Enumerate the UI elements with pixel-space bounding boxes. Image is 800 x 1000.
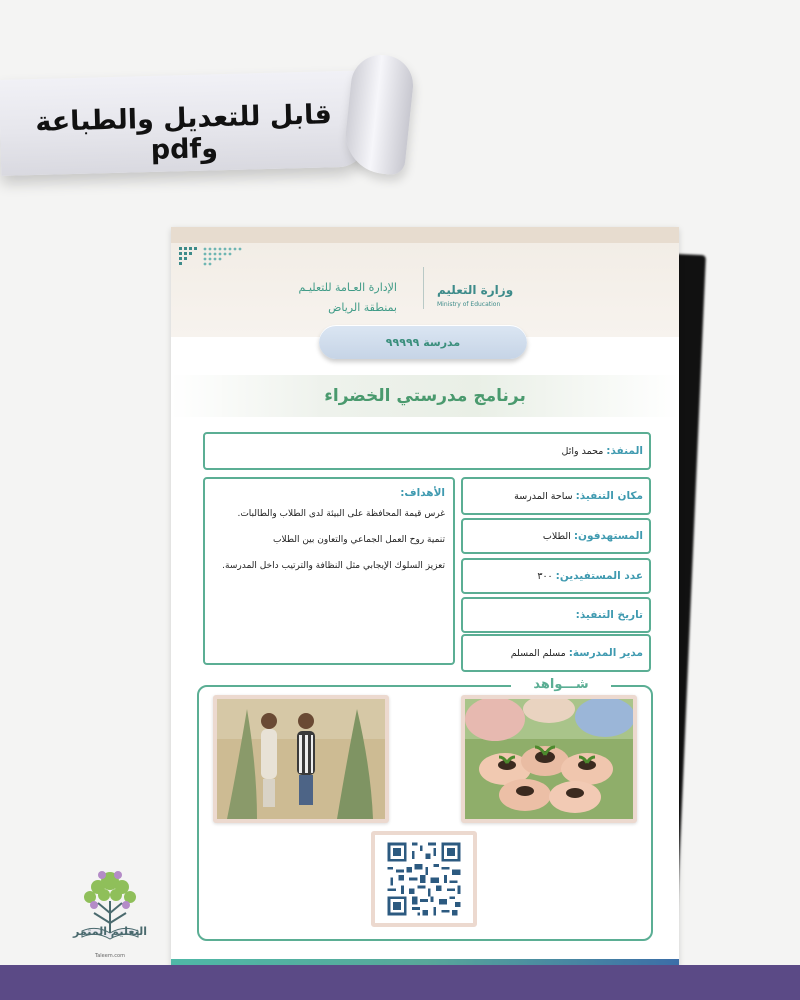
goal-item: تنمية روح العمل الجماعي والتعاون بين الطلاب	[273, 535, 445, 545]
document-page	[171, 227, 679, 975]
hands-seedlings-image	[465, 699, 633, 819]
evidence-title: شـــواهد	[511, 677, 611, 695]
banner	[0, 55, 420, 185]
ministry-name-en: Ministry of Education	[437, 301, 501, 308]
date-field	[461, 597, 651, 633]
date-label: تاريخ التنفيذ:	[575, 609, 643, 621]
implementer-value: محمد وائل	[561, 445, 604, 457]
document-header	[171, 227, 679, 337]
tree-book-logo-icon	[72, 850, 148, 960]
admin-name-line2: بمنطقة الرياض	[328, 301, 397, 314]
program-title: برنامج مدرستي الخضراء	[171, 375, 679, 417]
goal-item: غرس قيمة المحافظة على البيئة لدى الطلاب والطالبات.	[237, 509, 445, 519]
ministry-name-ar: وزارة التعليم	[437, 283, 514, 297]
principal-label: مدير المدرسة:	[568, 647, 643, 659]
beneficiary-count-value: ٣٠٠	[537, 570, 553, 582]
children-planting-image	[217, 699, 385, 819]
beneficiaries-label: المستهدفون:	[573, 530, 643, 542]
school-name-badge: مدرسة ٩٩٩٩٩	[319, 325, 527, 359]
implementer-field	[203, 432, 651, 470]
bottom-band	[0, 965, 800, 1000]
beneficiary-count-label: عدد المستفيدين:	[555, 570, 643, 582]
children-planting-photo	[213, 695, 389, 823]
principal-value: مسلم المسلم	[510, 647, 566, 659]
watermark-name: التعليم المثمر	[72, 925, 148, 938]
goal-item: تعزيز السلوك الإيجابي مثل النظافة والترتيب داخل المدرسة.	[222, 561, 445, 571]
location-value: ساحة المدرسة	[514, 490, 573, 502]
beneficiary-count-field	[461, 558, 651, 594]
qr-code-icon[interactable]	[381, 840, 467, 918]
hands-seedlings-photo	[461, 695, 637, 823]
banner-text: قابل للتعديل والطباعة وpdf	[34, 99, 333, 166]
beneficiaries-value: الطلاب	[542, 530, 571, 542]
beneficiaries-field	[461, 518, 651, 554]
principal-field	[461, 634, 651, 672]
goals-title: الأهداف:	[400, 487, 445, 499]
location-field	[461, 477, 651, 515]
header-divider	[423, 267, 424, 309]
watermark-url: Taleem.com	[95, 953, 125, 959]
goals-box	[203, 477, 455, 665]
location-label: مكان التنفيذ:	[575, 490, 643, 502]
moe-logo-icon	[179, 245, 245, 267]
admin-name-line1: الإدارة العـامة للتعليـم	[298, 281, 397, 294]
qr-code-frame[interactable]	[371, 831, 477, 927]
implementer-label: المنفذ:	[606, 445, 643, 457]
